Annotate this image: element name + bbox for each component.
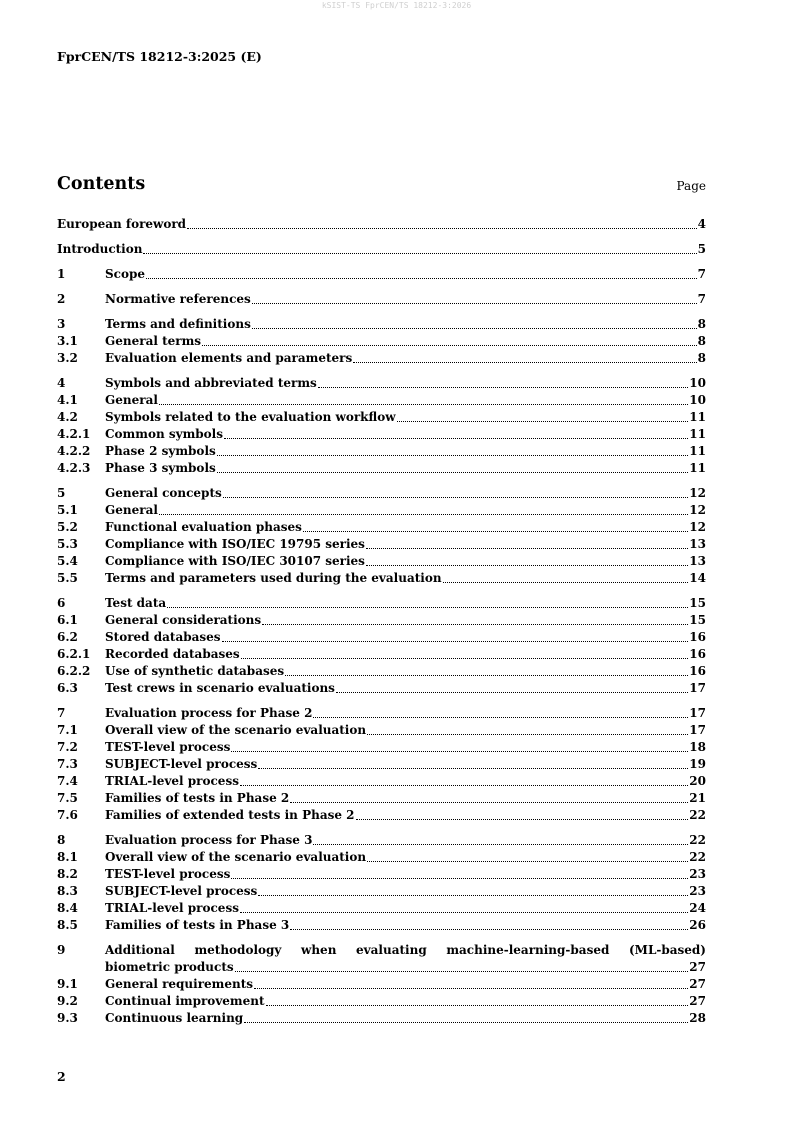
toc-entry-page: 11 bbox=[689, 427, 706, 441]
toc-entry-page: 17 bbox=[689, 681, 706, 695]
toc-entry-title: Evaluation process for Phase 2 bbox=[105, 706, 313, 720]
toc-entry-title: General bbox=[105, 503, 158, 517]
toc-dot-leader bbox=[290, 929, 688, 930]
toc-dot-leader bbox=[367, 861, 688, 862]
toc-entry-title: Introduction bbox=[57, 242, 143, 256]
toc-entry-title: Terms and definitions bbox=[105, 317, 251, 331]
toc-entry-page: 16 bbox=[689, 647, 706, 661]
toc-entry[interactable] bbox=[57, 409, 706, 426]
toc-entry-page: 23 bbox=[689, 867, 706, 881]
toc-entry-page: 23 bbox=[689, 884, 706, 898]
toc-dot-leader bbox=[167, 607, 688, 608]
toc-entry-number: 5.3 bbox=[57, 537, 78, 551]
toc-entry[interactable] bbox=[57, 612, 706, 629]
toc-dot-leader bbox=[254, 988, 688, 989]
toc-entry-title: Additional methodology when evaluating machine-learning-based (ML-based) bbox=[105, 943, 706, 957]
toc-entry-number: 7.5 bbox=[57, 791, 78, 805]
toc-entry[interactable] bbox=[57, 553, 706, 570]
toc-dot-leader bbox=[285, 675, 688, 676]
toc-dot-leader bbox=[217, 472, 689, 473]
toc-entry-title: Stored databases bbox=[105, 630, 221, 644]
toc-entry-page: 15 bbox=[689, 596, 706, 610]
toc-entry-title: Evaluation process for Phase 3 bbox=[105, 833, 313, 847]
toc-entry-title: Continuous learning bbox=[105, 1011, 244, 1025]
toc-entry-page: 16 bbox=[689, 630, 706, 644]
toc-entry-number: 8.3 bbox=[57, 884, 78, 898]
toc-entry-number: 3.2 bbox=[57, 351, 78, 365]
toc-entry-page: 12 bbox=[689, 486, 706, 500]
toc-entry[interactable] bbox=[57, 883, 706, 900]
toc-entry-page: 13 bbox=[689, 537, 706, 551]
toc-entry-number: 1 bbox=[57, 267, 66, 281]
toc-entry[interactable] bbox=[57, 536, 706, 553]
toc-dot-leader bbox=[313, 717, 688, 718]
toc-entry-title: General considerations bbox=[105, 613, 262, 627]
toc-entry-number: 6.1 bbox=[57, 613, 78, 627]
toc-entry[interactable] bbox=[57, 375, 706, 392]
toc-entry-title: SUBJECT-level process bbox=[105, 757, 258, 771]
toc-entry-number: 8.1 bbox=[57, 850, 78, 864]
toc-entry-page: 14 bbox=[689, 571, 706, 585]
toc-entry[interactable] bbox=[57, 646, 706, 663]
toc-entry-title: Families of tests in Phase 3 bbox=[105, 918, 290, 932]
toc-entry-page: 27 bbox=[689, 977, 706, 991]
toc-entry-page: 11 bbox=[689, 410, 706, 424]
toc-entry-number: 5.2 bbox=[57, 520, 78, 534]
toc-entry[interactable] bbox=[57, 519, 706, 536]
toc-entry-number: 8.4 bbox=[57, 901, 78, 915]
toc-entry[interactable] bbox=[57, 595, 706, 612]
toc-entry-title: Functional evaluation phases bbox=[105, 520, 302, 534]
contents-heading: Contents bbox=[57, 174, 146, 194]
toc-dot-leader bbox=[353, 362, 696, 363]
toc-entry-page: 10 bbox=[689, 393, 706, 407]
toc-entry[interactable] bbox=[57, 807, 706, 824]
toc-dot-leader bbox=[235, 971, 689, 972]
toc-dot-leader bbox=[313, 844, 688, 845]
toc-dot-leader bbox=[262, 624, 688, 625]
toc-entry-page: 22 bbox=[689, 808, 706, 822]
toc-entry[interactable] bbox=[57, 333, 706, 350]
toc-entry[interactable] bbox=[57, 993, 706, 1010]
toc-entry-number: 6.2 bbox=[57, 630, 78, 644]
toc-dot-leader bbox=[146, 278, 697, 279]
toc-entry[interactable] bbox=[57, 392, 706, 409]
toc-entry-page: 11 bbox=[689, 461, 706, 475]
toc-dot-leader bbox=[143, 253, 696, 254]
toc-entry[interactable] bbox=[57, 832, 706, 849]
toc-dot-leader bbox=[224, 438, 688, 439]
toc-entry-title: Continual improvement bbox=[105, 994, 265, 1008]
toc-entry-number: 5.5 bbox=[57, 571, 78, 585]
toc-entry-page: 7 bbox=[697, 292, 706, 306]
table-of-contents bbox=[57, 216, 706, 1027]
toc-entry[interactable] bbox=[57, 976, 706, 993]
toc-entry-number: 7.6 bbox=[57, 808, 78, 822]
toc-entry-number: 8 bbox=[57, 833, 66, 847]
footer-page-number: 2 bbox=[57, 1069, 66, 1084]
toc-dot-leader bbox=[231, 878, 688, 879]
toc-entry-number: 7 bbox=[57, 706, 66, 720]
toc-entry-title-continued: biometric products bbox=[105, 960, 234, 974]
toc-entry-number: 4.2.3 bbox=[57, 461, 91, 475]
toc-entry-title: Compliance with ISO/IEC 30107 series bbox=[105, 554, 365, 568]
toc-entry-number: 4.2 bbox=[57, 410, 78, 424]
toc-entry-number: 6.3 bbox=[57, 681, 78, 695]
toc-entry-title: General bbox=[105, 393, 158, 407]
toc-entry-page: 8 bbox=[697, 317, 706, 331]
toc-dot-leader bbox=[252, 328, 697, 329]
toc-entry-page: 21 bbox=[689, 791, 706, 805]
toc-dot-leader bbox=[252, 303, 697, 304]
toc-dot-leader bbox=[240, 785, 688, 786]
page-column-label: Page bbox=[676, 179, 706, 193]
toc-entry-title: General requirements bbox=[105, 977, 254, 991]
toc-entry[interactable] bbox=[57, 241, 706, 258]
toc-dot-leader bbox=[318, 387, 688, 388]
toc-entry-title: Families of tests in Phase 2 bbox=[105, 791, 290, 805]
toc-entry-page: 7 bbox=[697, 267, 706, 281]
toc-dot-leader bbox=[244, 1022, 688, 1023]
toc-entry-page: 20 bbox=[689, 774, 706, 788]
toc-entry-number: 9.2 bbox=[57, 994, 78, 1008]
toc-entry-title: TRIAL-level process bbox=[105, 774, 239, 788]
toc-dot-leader bbox=[231, 751, 688, 752]
toc-entry-title: TRIAL-level process bbox=[105, 901, 239, 915]
toc-dot-leader bbox=[159, 514, 688, 515]
toc-entry-page: 27 bbox=[689, 994, 706, 1008]
toc-entries-tail bbox=[57, 976, 706, 1027]
toc-entry[interactable] bbox=[57, 570, 706, 587]
toc-entry-page: 28 bbox=[689, 1011, 706, 1025]
toc-entry[interactable] bbox=[57, 756, 706, 773]
toc-entry[interactable] bbox=[57, 426, 706, 443]
toc-entry-page: 17 bbox=[689, 723, 706, 737]
toc-entry[interactable] bbox=[57, 849, 706, 866]
toc-entry-title: Overall view of the scenario evaluation bbox=[105, 850, 367, 864]
toc-dot-leader bbox=[187, 228, 697, 229]
toc-entry-number: 4 bbox=[57, 376, 66, 390]
toc-entry-number: 7.1 bbox=[57, 723, 78, 737]
toc-entry-page: 15 bbox=[689, 613, 706, 627]
toc-dot-leader bbox=[223, 497, 689, 498]
toc-entry-title: Use of synthetic databases bbox=[105, 664, 285, 678]
toc-entry-number: 5.1 bbox=[57, 503, 78, 517]
toc-entry[interactable] bbox=[57, 460, 706, 477]
toc-entry-page: 5 bbox=[697, 242, 706, 256]
toc-entry[interactable] bbox=[57, 722, 706, 739]
toc-entry-title: TEST-level process bbox=[105, 867, 231, 881]
toc-entry-page: 17 bbox=[689, 706, 706, 720]
toc-entry-number: 8.2 bbox=[57, 867, 78, 881]
toc-entry-page: 24 bbox=[689, 901, 706, 915]
toc-dot-leader bbox=[240, 912, 688, 913]
toc-entry-title: TEST-level process bbox=[105, 740, 231, 754]
toc-dot-leader bbox=[241, 658, 689, 659]
toc-entry-page: 22 bbox=[689, 850, 706, 864]
toc-entry-number: 7.4 bbox=[57, 774, 78, 788]
toc-entry-number: 6 bbox=[57, 596, 66, 610]
toc-entry-title: Symbols and abbreviated terms bbox=[105, 376, 317, 390]
toc-entry[interactable] bbox=[57, 316, 706, 333]
toc-entry-page: 18 bbox=[689, 740, 706, 754]
toc-dot-leader bbox=[217, 455, 689, 456]
toc-entry-title: European foreword bbox=[57, 217, 187, 231]
toc-entry-number: 8.5 bbox=[57, 918, 78, 932]
toc-entry[interactable] bbox=[57, 917, 706, 934]
toc-dot-leader bbox=[366, 548, 688, 549]
toc-entry[interactable] bbox=[57, 866, 706, 883]
toc-dot-leader bbox=[366, 565, 688, 566]
toc-entry-number: 9.1 bbox=[57, 977, 78, 991]
toc-entry-title: Terms and parameters used during the evaluation bbox=[105, 571, 442, 585]
toc-entry-title: General terms bbox=[105, 334, 202, 348]
toc-entry-title: Test data bbox=[105, 596, 167, 610]
toc-dot-leader bbox=[397, 421, 689, 422]
toc-entry[interactable] bbox=[57, 705, 706, 722]
toc-entry-title: Evaluation elements and parameters bbox=[105, 351, 353, 365]
toc-entry-number: 9 bbox=[57, 943, 66, 957]
toc-entry-title: Phase 2 symbols bbox=[105, 444, 216, 458]
toc-entry[interactable] bbox=[57, 485, 706, 502]
toc-entry-title: Common symbols bbox=[105, 427, 223, 441]
toc-entry-title: Compliance with ISO/IEC 19795 series bbox=[105, 537, 365, 551]
toc-entry-page: 12 bbox=[689, 503, 706, 517]
toc-entry[interactable] bbox=[57, 216, 706, 233]
toc-dot-leader bbox=[336, 692, 688, 693]
document-identifier: FprCEN/TS 18212-3:2025 (E) bbox=[57, 49, 262, 64]
toc-entry-page: 27 bbox=[689, 960, 706, 974]
toc-entry-page: 26 bbox=[689, 918, 706, 932]
toc-entry[interactable] bbox=[57, 629, 706, 646]
toc-entries bbox=[57, 216, 706, 934]
toc-entry-page: 8 bbox=[697, 334, 706, 348]
toc-entry-page: 12 bbox=[689, 520, 706, 534]
toc-dot-leader bbox=[443, 582, 689, 583]
toc-entry[interactable] bbox=[57, 739, 706, 756]
toc-entry-number: 4.2.2 bbox=[57, 444, 91, 458]
toc-entry[interactable] bbox=[57, 266, 706, 283]
toc-entry-page: 10 bbox=[689, 376, 706, 390]
toc-entry-number: 9.3 bbox=[57, 1011, 78, 1025]
toc-entry-number: 6.2.1 bbox=[57, 647, 91, 661]
toc-entry-number: 4.2.1 bbox=[57, 427, 91, 441]
toc-entry-number: 4.1 bbox=[57, 393, 78, 407]
toc-dot-leader bbox=[258, 895, 688, 896]
toc-dot-leader bbox=[222, 641, 689, 642]
toc-dot-leader bbox=[290, 802, 688, 803]
toc-entry-title: General concepts bbox=[105, 486, 222, 500]
toc-entry-number: 3.1 bbox=[57, 334, 78, 348]
toc-entry-page: 16 bbox=[689, 664, 706, 678]
toc-dot-leader bbox=[159, 404, 688, 405]
toc-entry-title: Normative references bbox=[105, 292, 251, 306]
toc-entry-title: Families of extended tests in Phase 2 bbox=[105, 808, 355, 822]
toc-entry-title: Recorded databases bbox=[105, 647, 240, 661]
toc-entry[interactable] bbox=[57, 443, 706, 460]
toc-entry[interactable] bbox=[57, 291, 706, 308]
toc-entry-title: Scope bbox=[105, 267, 146, 281]
toc-entry-title: Test crews in scenario evaluations bbox=[105, 681, 335, 695]
toc-dot-leader bbox=[266, 1005, 689, 1006]
toc-entry-title: Overall view of the scenario evaluation bbox=[105, 723, 367, 737]
toc-entry-page: 4 bbox=[697, 217, 706, 231]
toc-entry-number: 2 bbox=[57, 292, 66, 306]
toc-entry[interactable] bbox=[57, 900, 706, 917]
toc-entry-number: 7.2 bbox=[57, 740, 78, 754]
toc-dot-leader bbox=[356, 819, 689, 820]
toc-entry[interactable] bbox=[57, 790, 706, 807]
watermark: kSIST-TS FprCEN/TS 18212-3:2026 bbox=[321, 1, 472, 10]
toc-entry[interactable] bbox=[57, 502, 706, 519]
toc-dot-leader bbox=[202, 345, 697, 346]
toc-dot-leader bbox=[258, 768, 688, 769]
toc-entry[interactable] bbox=[57, 1010, 706, 1027]
toc-dot-leader bbox=[367, 734, 688, 735]
toc-entry-title: SUBJECT-level process bbox=[105, 884, 258, 898]
toc-entry-page: 8 bbox=[697, 351, 706, 365]
toc-entry-page: 11 bbox=[689, 444, 706, 458]
toc-entry[interactable] bbox=[57, 773, 706, 790]
toc-entry[interactable] bbox=[57, 663, 706, 680]
toc-entry-title: Phase 3 symbols bbox=[105, 461, 216, 475]
toc-entry-number: 5.4 bbox=[57, 554, 78, 568]
toc-entry-page: 19 bbox=[689, 757, 706, 771]
toc-dot-leader bbox=[303, 531, 688, 532]
toc-entry[interactable] bbox=[57, 350, 706, 367]
toc-entry-number: 3 bbox=[57, 317, 66, 331]
toc-entry[interactable] bbox=[57, 680, 706, 697]
toc-entry-page: 13 bbox=[689, 554, 706, 568]
toc-entry-number: 7.3 bbox=[57, 757, 78, 771]
toc-entry-number: 5 bbox=[57, 486, 66, 500]
toc-entry-page: 22 bbox=[689, 833, 706, 847]
toc-entry-number: 6.2.2 bbox=[57, 664, 91, 678]
toc-entry-title: Symbols related to the evaluation workflow bbox=[105, 410, 396, 424]
toc-entry-9[interactable] bbox=[57, 942, 706, 976]
